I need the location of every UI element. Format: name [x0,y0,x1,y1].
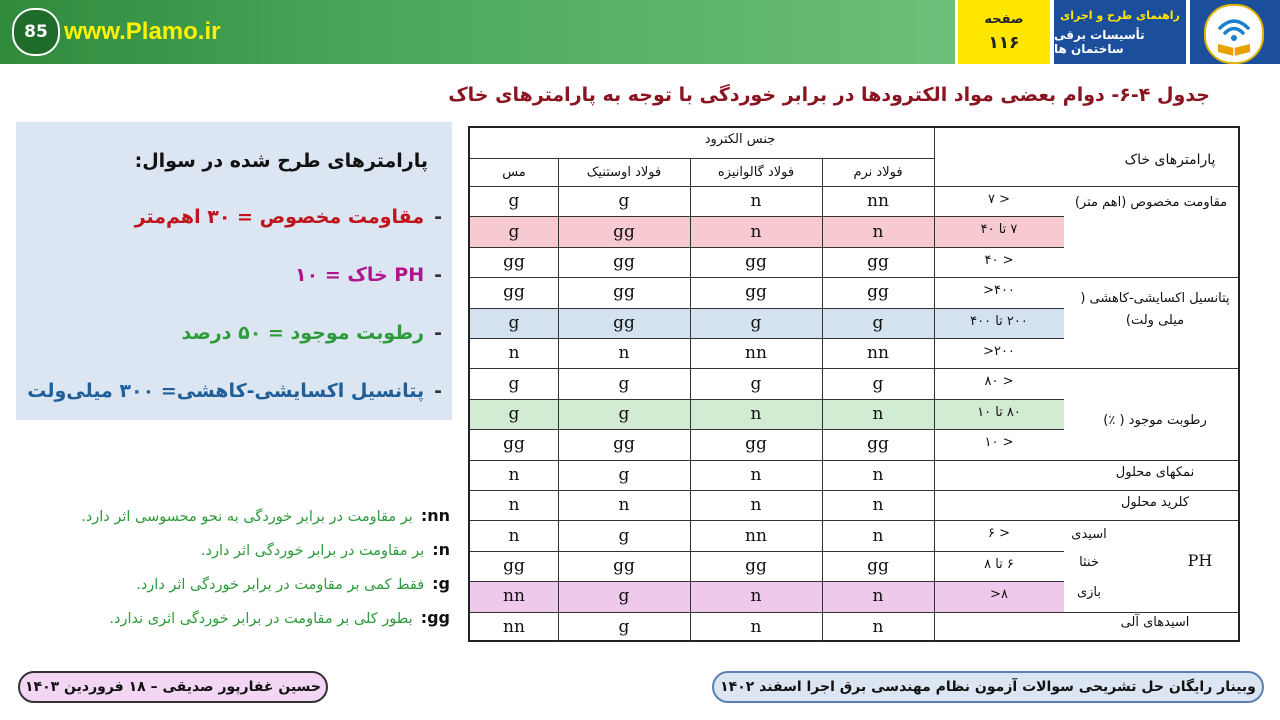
group-line [1064,490,1238,491]
row-line [470,429,1064,430]
legend-text: فقط کمی بر مقاومت در برابر خوردگی اثر دارد. [136,577,425,593]
table-cell: nn [745,525,767,546]
table-cell: n [872,586,884,607]
condition-cell: < ۷ [987,192,1010,207]
row-line [470,308,1064,309]
table-cell: gg [867,251,889,272]
table-cell: n [508,495,520,516]
table-cell: g [618,373,630,394]
legend-code: n: [432,540,450,559]
table-cell: gg [503,555,525,576]
electrode-material-header: جنس الکترود [704,132,776,147]
table-cell: gg [613,555,635,576]
book-page-box [958,0,1050,64]
table-cell: n [750,221,762,242]
top-bar [0,0,1280,64]
condition-cell: < ۴۰ [984,252,1014,268]
logo-area [1190,0,1280,64]
group-line [1064,520,1238,521]
question-parameters-box [16,122,452,420]
legend-code: g: [432,574,450,593]
group-line [1064,277,1238,278]
row-line [470,520,1064,521]
table-cell: gg [503,251,525,272]
table-cell: n [872,525,884,546]
condition-cell: ۷ تا ۴۰ [980,222,1018,238]
condition-cell: < ۸۰ [984,374,1014,390]
row-line [470,612,1064,613]
table-cell: g [618,525,630,546]
param-text: پتانسیل اکسایشی-کاهشی= ۳۰۰ میلی‌ولت [27,380,425,402]
table-cell: gg [745,434,767,455]
table-cell: g [618,403,630,424]
table-cell: g [618,586,630,607]
group-line [1064,460,1238,461]
param-text: مقاومت مخصوص = ۳۰ اهم‌متر [134,206,425,228]
table-cell: g [872,373,884,394]
legend-code: gg: [420,608,450,627]
table-cell: gg [867,282,889,303]
soil-group-acidic: اسیدی [1071,527,1107,542]
table-cell: g [508,191,520,212]
condition-cell: ۸< [990,587,1008,603]
table-cell: gg [867,434,889,455]
site-url[interactable]: www.Plamo.ir [64,18,221,45]
table-cell: n [872,221,884,242]
page-number-badge: 85 [12,8,60,56]
soil-group-neutral: خنثا [1079,555,1099,570]
soil-group-moisture: رطوبت موجود ( ٪) [1103,413,1207,428]
table-cell: n [508,343,520,364]
table-cell: n [618,495,630,516]
legend-text: بطور کلی بر مقاومت در برابر خوردگی اثری ندارد. [109,611,413,627]
corrosion-table [468,126,1240,642]
param-moisture: -رطوبت موجود = ۵۰ درصد [181,322,442,344]
column-header-copper: مس [502,165,526,180]
legend-nn [81,506,450,525]
webinar-title-pill: وبینار رایگان حل تشریحی سوالات آزمون نظام مهندسی برق اجرا اسفند ۱۴۰۲ [712,671,1264,703]
legend-g [136,574,450,593]
legend-n [201,540,450,559]
row-line [470,460,1064,461]
table-cell: g [750,373,762,394]
table-cell: n [750,403,762,424]
table-cell: n [750,616,762,637]
soil-group-organic-acids: اسیدهای آلی [1120,615,1190,630]
table-cell: g [872,312,884,333]
table-cell: gg [745,555,767,576]
book-title-line2: تأسیسات برقی ساختمان ها [1054,27,1145,56]
table-cell: g [508,373,520,394]
param-text: رطوبت موجود = ۵۰ درصد [181,322,425,344]
param-resistivity: -مقاومت مخصوص = ۳۰ اهم‌متر [134,206,442,228]
table-cell: gg [613,251,635,272]
book-page-number: ۱۱۶ [988,32,1020,53]
column-header-austenitic-steel: فولاد اوستنیک [586,165,662,180]
table-cell: nn [745,343,767,364]
row-line [470,338,1064,339]
table-cell: n [872,464,884,485]
row-line [470,490,1064,491]
table-title: جدول ۴-۶- دوام بعضی مواد الکترودها در برابر خوردگی با توجه به پارامترهای خاک [448,84,1210,106]
table-cell: gg [613,282,635,303]
row-line [470,247,1064,248]
table-cell: g [618,464,630,485]
condition-cell: ۸۰ تا ۱۰ [977,404,1021,420]
table-cell: nn [867,191,889,212]
legend-text: بر مقاومت در برابر خوردگی اثر دارد. [200,543,425,559]
legend-text: بر مقاومت در برابر خوردگی به نحو محسوسی اثر دارد. [81,509,413,525]
table-header-line [470,158,934,159]
row-line [470,581,1064,582]
condition-cell: ۴۰۰< [983,283,1015,299]
table-cell: n [750,464,762,485]
condition-cell: ۲۰۰< [983,344,1015,359]
table-cell: g [508,221,520,242]
condition-cell: < ۶ [987,526,1010,542]
table-cell: n [750,191,762,212]
soil-group-resistivity: مقاومت مخصوص (اهم متر) [1074,195,1228,210]
book-page-label: صفحه [984,11,1024,27]
legend-code: nn: [420,506,450,525]
table-cell: n [750,586,762,607]
soil-group-alkaline: بازی [1076,585,1102,600]
table-cell: gg [867,555,889,576]
row-line [470,551,1064,552]
column-header-mild-steel: فولاد نرم [853,165,903,180]
table-cell: g [508,403,520,424]
row-line [470,277,1064,278]
table-cell: g [750,312,762,333]
group-line [1064,368,1238,369]
legend-gg [109,608,450,627]
book-wifi-logo-icon [1204,4,1264,64]
table-cell: n [508,525,520,546]
soil-group-soluble-salts: نمکهای محلول [1115,465,1195,480]
table-cell: gg [613,221,635,242]
param-redox-potential: -پتانسیل اکسایشی-کاهشی= ۳۰۰ میلی‌ولت [27,380,442,402]
table-cell: n [872,403,884,424]
column-header-galvanized-steel: فولاد گالوانیزه [717,165,795,180]
condition-cell: < ۱۰ [984,435,1014,451]
soil-parameters-header: پارامترهای خاک [1124,152,1216,168]
table-cell: n [872,495,884,516]
table-cell: nn [503,616,525,637]
soil-group-ph: PH [1187,551,1213,570]
condition-cell: ۶ تا ۸ [984,556,1014,572]
group-line [1064,612,1238,613]
soil-group-soluble-chloride: کلرید محلول [1120,495,1190,510]
table-cell: nn [503,586,525,607]
param-ph: -PH خاک = ۱۰ [295,264,442,286]
table-cell: nn [867,343,889,364]
table-cell: gg [503,434,525,455]
table-cell: n [618,343,630,364]
table-cell: n [750,495,762,516]
param-text: PH خاک = ۱۰ [295,264,425,286]
table-cell: g [618,191,630,212]
row-line [470,399,1064,400]
row-line [470,216,1064,217]
table-cell: gg [745,251,767,272]
table-cell: g [618,616,630,637]
parameters-heading: پارامترهای طرح شده در سوال: [134,150,428,172]
table-cell: n [872,616,884,637]
table-cell: gg [745,282,767,303]
table-cell: gg [613,434,635,455]
row-line [470,368,1064,369]
condition-cell: ۲۰۰ تا ۴۰۰ [970,313,1028,329]
soil-group-redox-potential: پتانسیل اکسایشی-کاهشی ( میلی ولت) [1080,291,1230,328]
table-cell: gg [613,312,635,333]
book-title-box [1054,0,1186,64]
table-cell: gg [503,282,525,303]
table-cell: g [508,312,520,333]
author-date-pill: حسین غفارپور صدیقی – ۱۸ فروردین ۱۴۰۳ [18,671,328,703]
table-cell: n [508,464,520,485]
book-title-line1: راهنمای طرح و اجرای [1060,8,1180,22]
